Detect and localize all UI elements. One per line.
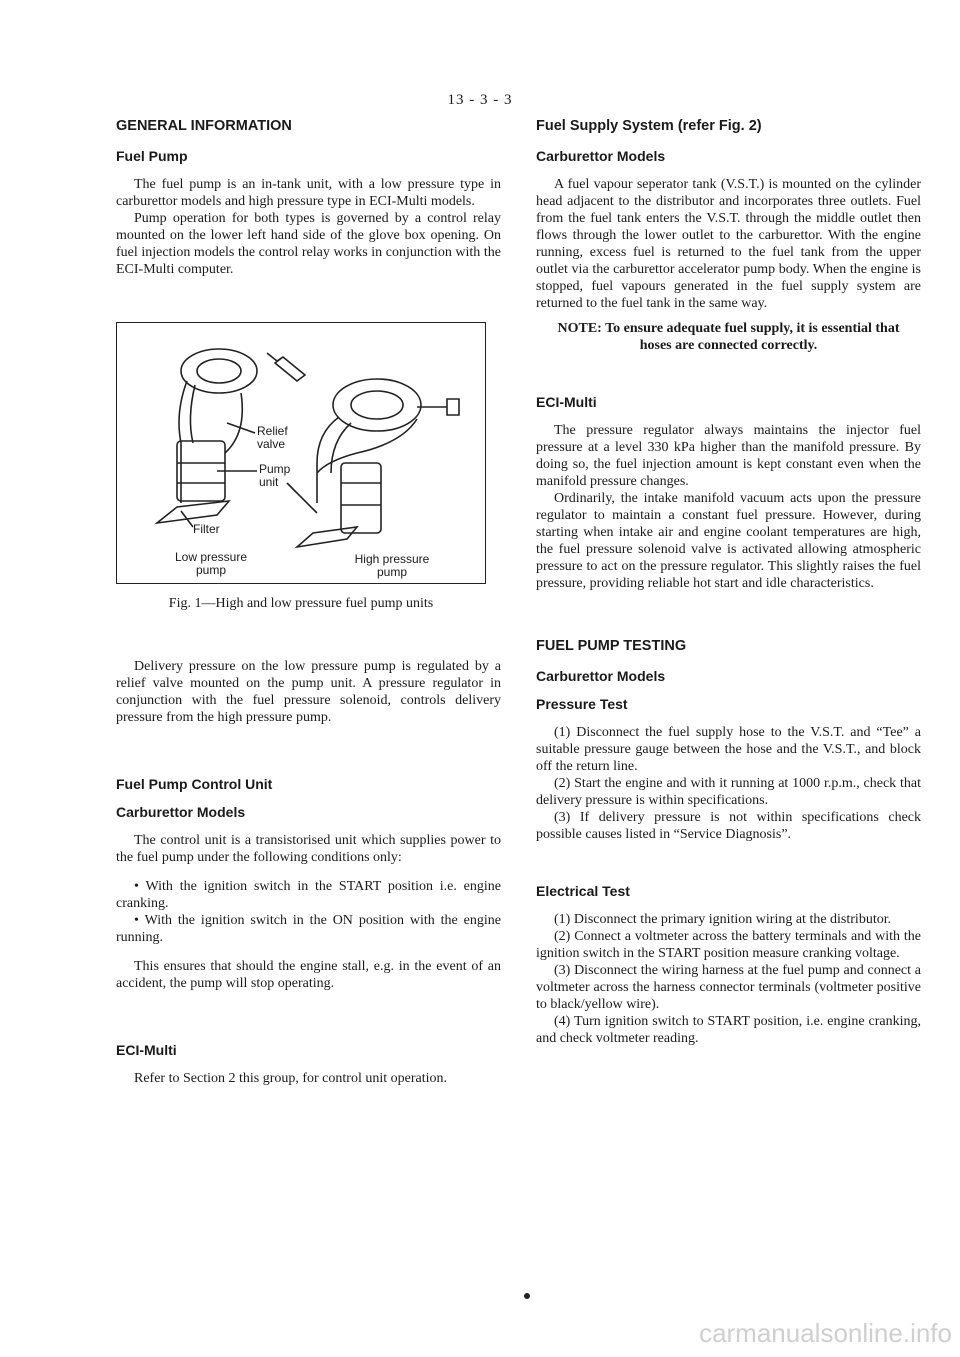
label-low-line2: pump — [195, 563, 227, 577]
fuel-pump-figure — [116, 322, 486, 584]
control-paragraph-1: The control unit is a transistorised unit which supplies power to the fuel pump under the following conditions only: — [116, 833, 501, 865]
control-unit-heading: Fuel Pump Control Unit — [116, 776, 273, 792]
electrical-test-heading: Electrical Test — [536, 883, 630, 899]
label-high-line1: High pressure — [354, 552, 430, 566]
fuel-pump-paragraph-2: Pump operation for both types is governed by a control relay mounted on the lower left hand side of the glove box opening. On fuel injection models the control relay works in conjunction with the ECI-Multi computer. — [116, 211, 501, 277]
fuel-pump-heading: Fuel Pump — [116, 148, 188, 164]
left-column — [116, 118, 501, 1087]
bullet-start-position: • With the ignition switch in the START position i.e. engine cranking. — [116, 879, 501, 911]
electrical-step-2: (2) Connect a voltmeter across the battery terminals and with the ignition switch in the START position measure cranking voltage. — [536, 929, 921, 961]
fuel-pump-illustration — [117, 323, 485, 583]
testing-heading: FUEL PUMP TESTING — [536, 638, 687, 654]
label-relief-valve — [257, 425, 288, 451]
watermark: carmanualsonline.info — [699, 1318, 952, 1348]
pressure-step-2: (2) Start the engine and with it running at 1000 r.p.m., check that delivery pressure is within specifications. — [536, 776, 921, 808]
eci-paragraph-1: The pressure regulator always maintains the injector fuel pressure at a level 330 kPa higher than the manifold pressure. By doing so, the fuel injection amount is kept constant even when the manifold pressure changes. — [536, 423, 921, 489]
eci-paragraph-left: Refer to Section 2 this group, for control unit operation. — [134, 1071, 447, 1086]
carb-models-heading-left: Carburettor Models — [116, 804, 246, 820]
pressure-step-1: (1) Disconnect the fuel supply hose to the V.S.T. and “Tee” a suitable pressure gauge between the hose and the V.S.T., and block off the return line. — [536, 725, 921, 774]
figure-caption: Fig. 1—High and low pressure fuel pump units — [168, 596, 434, 611]
pressure-step-3: (3) If delivery pressure is not within specifications check possible causes listed in “Service Diagnosis”. — [536, 810, 921, 842]
page-dot — [524, 1293, 530, 1299]
testing-carb-heading: Carburettor Models — [536, 668, 666, 684]
control-paragraph-2: This ensures that should the engine stall, e.g. in the event of an accident, the pump will stop operating. — [116, 959, 501, 991]
eci-multi-heading-right: ECI-Multi — [536, 394, 597, 410]
label-low-pressure-pump — [151, 551, 271, 577]
label-pump-line2: unit — [259, 475, 279, 489]
page-number: 13 - 3 - 3 — [447, 92, 513, 108]
general-info-heading: GENERAL INFORMATION — [116, 118, 292, 134]
supply-paragraph: A fuel vapour seperator tank (V.S.T.) is mounted on the cylinder head adjacent to the distributor and incorporates three outlets. Fuel from the fuel tank enters the V.S.T. through the middle outlet then flows through the lower outlet to the carburettor. With the engine running, excess fuel is returned to the fuel tank from the upper outlet via the carburettor accelerator pump body. When the engine is stopped, fuel vapours generated in the fuel supply system are returned to the fuel tank in the same way. — [536, 177, 921, 311]
eci-paragraph-2: Ordinarily, the intake manifold vacuum acts upon the pressure regulator to maintain a constant fuel pressure. However, during starting when intake air and engine coolant temperatures are high, the fuel pressure solenoid valve is activated allowing atmospheric pressure to act on the pressure regulator. This slightly raises the fuel pressure, providing reliable hot start and idle characteristics. — [536, 491, 921, 591]
label-pump-unit — [259, 463, 290, 489]
label-relief-line2: valve — [257, 437, 286, 451]
note: NOTE: To ensure adequate fuel supply, it is essential that hoses are connected correctly. — [557, 321, 900, 353]
label-high-line2: pump — [376, 565, 408, 579]
label-relief-line1: Relief — [257, 424, 288, 438]
label-filter: Filter — [193, 522, 220, 536]
electrical-step-3: (3) Disconnect the wiring harness at the fuel pump and connect a voltmeter across the harness connector terminals (voltmeter positive to black/yellow wire). — [536, 963, 921, 1012]
electrical-step-4: (4) Turn ignition switch to START position, i.e. engine cranking, and check voltmeter reading. — [536, 1014, 921, 1046]
bullet-on-position: • With the ignition switch in the ON position with the engine running. — [116, 913, 501, 945]
label-pump-line1: Pump — [259, 462, 291, 476]
supply-system-heading: Fuel Supply System (refer Fig. 2) — [536, 118, 762, 134]
pressure-test-heading: Pressure Test — [536, 696, 628, 712]
electrical-step-1: (1) Disconnect the primary ignition wiring at the distributor. — [554, 912, 892, 927]
fuel-pump-paragraph-1: The fuel pump is an in-tank unit, with a low pressure type in carburettor models and high pressure type in ECI-Multi models. — [116, 177, 501, 209]
right-column — [536, 118, 921, 1047]
delivery-paragraph: Delivery pressure on the low pressure pump is regulated by a relief valve mounted on the pump unit. A pressure regulator in conjunction with the fuel pressure solenoid, controls delivery pressure from the high pressure pump. — [116, 659, 501, 725]
carb-models-heading-right: Carburettor Models — [536, 148, 666, 164]
eci-multi-heading-left: ECI-Multi — [116, 1042, 177, 1058]
label-low-line1: Low pressure — [174, 550, 248, 564]
label-high-pressure-pump — [327, 553, 457, 579]
